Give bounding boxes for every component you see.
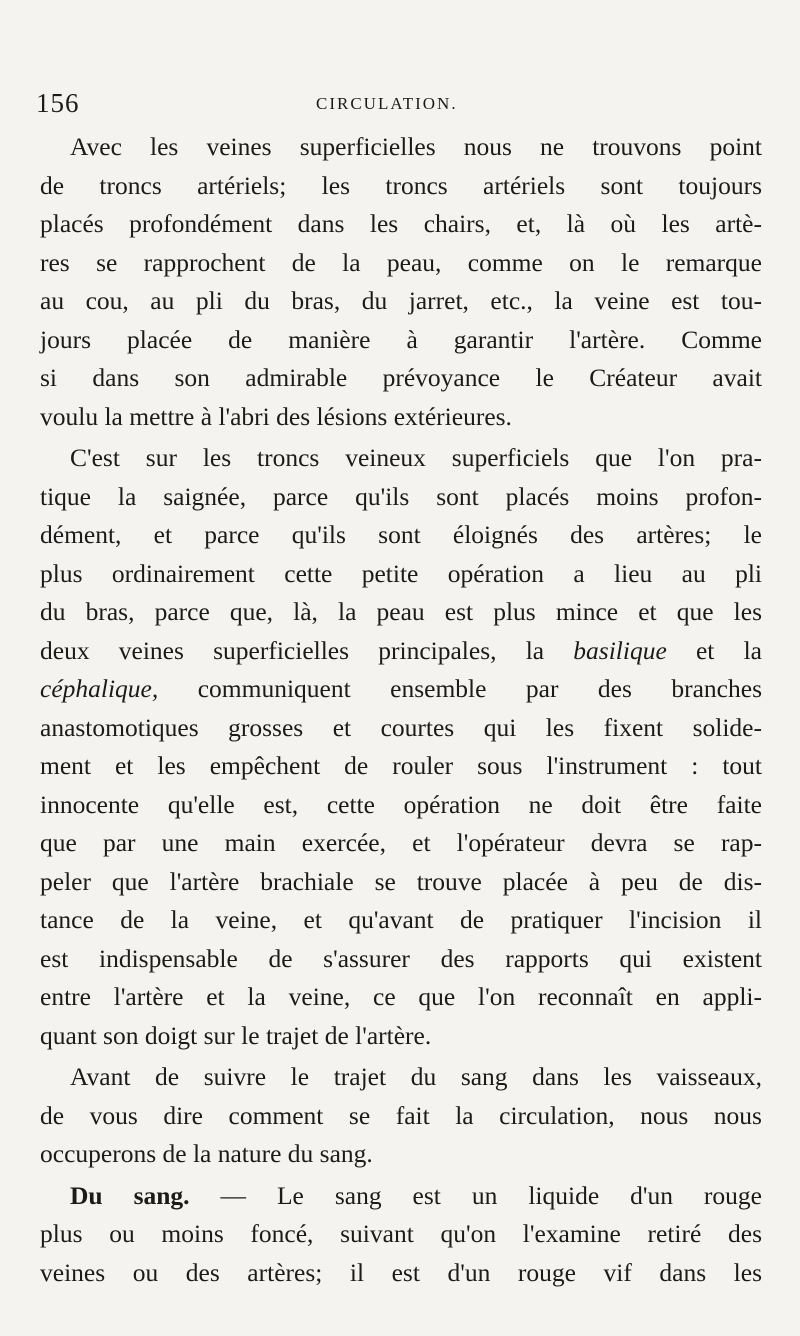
text-line: res se rapprochent de la peau, comme on le remarque xyxy=(40,247,762,277)
text-line: de vous dire comment se fait la circulation, nous nous xyxy=(40,1100,762,1130)
text-line: quant son doigt sur le trajet de l'artère. xyxy=(40,1020,432,1050)
text-line: que par une main exercée, et l'opérateur devra se rap- xyxy=(40,828,762,857)
text-line: entre l'artère et la veine, ce que l'on reconnaît en appli- xyxy=(40,982,762,1011)
text-line: jours placée de manière à garantir l'artère. Comme xyxy=(40,324,762,354)
page-number: 156 xyxy=(36,88,80,118)
text-line: peler que l'artère brachiale se trouve placée à peu de dis- xyxy=(40,866,762,896)
text-line: ment et les empêchent de rouler sous l'instrument : tout xyxy=(40,751,762,780)
text-line xyxy=(40,1177,762,1216)
text-line xyxy=(40,632,762,671)
text-segment: deux veines superficielles principales, la xyxy=(40,635,574,665)
page-header xyxy=(36,88,766,122)
text-line: veines ou des artères; il est d'un rouge vif dans les xyxy=(40,1257,762,1287)
paragraph-1 xyxy=(40,128,762,436)
italic-term-basilique: basilique xyxy=(573,635,667,665)
section-heading-du-sang: Du sang. xyxy=(70,1180,190,1210)
text-line: Avec les veines superficielles nous ne trouvons point xyxy=(70,132,762,161)
italic-term-cephalique: céphalique, xyxy=(40,674,159,703)
paragraph-4 xyxy=(40,1177,762,1293)
text-segment: — Le sang est un liquide d'un rouge xyxy=(189,1180,762,1210)
text-line: de troncs artériels; les troncs artériels sont toujours xyxy=(40,170,762,200)
paragraph-2 xyxy=(40,439,762,1055)
text-segment: et la xyxy=(666,635,762,665)
text-line: tique la saignée, parce qu'ils sont placés moins profon- xyxy=(40,481,762,511)
text-line xyxy=(40,670,762,709)
text-line: occuperons de la nature du sang. xyxy=(40,1139,373,1168)
text-segment: communiquent ensemble par des branches xyxy=(158,674,762,703)
text-line: C'est sur les troncs veineux superficiels que l'on pra- xyxy=(70,443,762,472)
text-line: placés profondément dans les chairs, et, là où les artè- xyxy=(40,209,762,238)
text-line: si dans son admirable prévoyance le Créateur avait xyxy=(40,363,762,392)
text-line: plus ou moins foncé, suivant qu'on l'examine retiré des xyxy=(40,1219,762,1248)
running-title: CIRCULATION. xyxy=(316,94,458,113)
paragraph-3 xyxy=(40,1058,762,1174)
text-line: est indispensable de s'assurer des rapports qui existent xyxy=(40,943,762,973)
text-line: plus ordinairement cette petite opération a lieu au pli xyxy=(40,558,762,588)
text-line: tance de la veine, et qu'avant de pratiquer l'incision il xyxy=(40,905,762,934)
text-line: voulu la mettre à l'abri des lésions extérieures. xyxy=(40,401,512,431)
text-line: innocente qu'elle est, cette opération ne doit être faite xyxy=(40,789,762,819)
text-line: dément, et parce qu'ils sont éloignés des artères; le xyxy=(40,520,762,549)
text-line: Avant de suivre le trajet du sang dans les vaisseaux, xyxy=(70,1062,762,1091)
text-line: anastomotiques grosses et courtes qui les fixent solide- xyxy=(40,712,762,742)
body-text xyxy=(40,128,762,1292)
text-line: au cou, au pli du bras, du jarret, etc., la veine est tou- xyxy=(40,286,762,315)
text-line: du bras, parce que, là, la peau est plus mince et que les xyxy=(40,597,762,626)
